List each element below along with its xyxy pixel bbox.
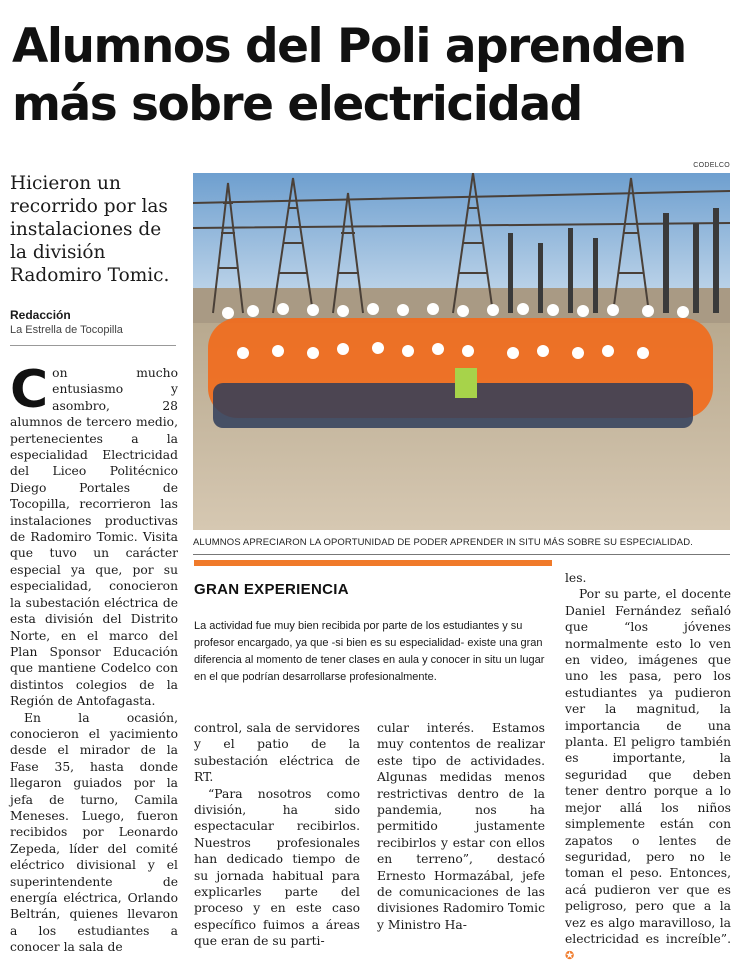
caption-divider bbox=[193, 554, 730, 555]
subheading: Hicieron un recorrido por las instalaciones de la división Radomiro Tomic. bbox=[10, 173, 170, 286]
article-paragraph: cular interés. Estamos muy contentos de realizar este tipo de actividades. Algunas medidas menos restrictivas dentro de la pandemia, nos ha permitido justamente recibirlos y estar con ellos en terreno”, destacó Ernesto Hormazábal, jefe de comunicaciones de las divisiones Radomiro Tomic y Ministro Ha- bbox=[377, 721, 545, 932]
highlight-accent-bar bbox=[194, 560, 552, 566]
article-column-2 bbox=[194, 720, 360, 950]
highlight-title: GRAN EXPERIENCIA bbox=[194, 581, 349, 598]
article-paragraph: control, sala de servidores y el patio de la subestación eléctrica de RT. bbox=[194, 721, 360, 785]
photo-caption: ALUMNOS APRECIARON LA OPORTUNIDAD DE PODER APRENDER IN SITU MÁS SOBRE SU ESPECIALIDAD. bbox=[193, 537, 693, 548]
highlight-text: La actividad fue muy bien recibida por parte de los estudiantes y su profesor encargado, ya que -si bien es su especialidad- existe una gran diferencia al momento de tener clases en aula y conocer in situ un lugar en el que podrían desarrollarse profesionalmente. bbox=[194, 620, 545, 683]
article-paragraph: En la ocasión, conocieron el yacimiento desde el mirador de la Fase 35, hasta donde llegaron guiados por la jefa de turno, Camila Meneses. Luego, fueron recibidos por Leonardo Zepeda, líder del comité eléctrico divisional y el superintendente de energía eléctrica, Orlando Beltrán, quienes llevaron a los estudiantes a conocer la sala de bbox=[10, 710, 178, 955]
highlight-box bbox=[194, 560, 552, 696]
article-paragraph: les. bbox=[565, 571, 587, 585]
article-paragraph: Con mucho entusiasmo y asombro, 28 alumnos de tercero medio, pertenecientes a la especialidad Electricidad del Liceo Politécnico Diego Portales de Tocopilla, recorrieron las instalaciones productivas de Radomiro Tomic. Visita que tuvo un carácter especial ya que, por su especialidad, conocieron la subestación eléctrica de esta división del Distrito Norte, en el marco del Plan Sponsor Educación que mantiene Codelco con distintos colegios de la Región de Antofagasta. bbox=[10, 360, 178, 709]
group-photo bbox=[193, 173, 730, 530]
byline bbox=[10, 308, 180, 337]
headline: Alumnos del Poli aprenden más sobre electricidad bbox=[12, 19, 686, 132]
end-mark-icon: ✪ bbox=[565, 949, 575, 963]
byline-divider bbox=[10, 345, 176, 346]
byline-publication: La Estrella de Tocopilla bbox=[10, 324, 123, 336]
byline-author: Redacción bbox=[10, 308, 71, 322]
article-paragraph: Por su parte, el docente Daniel Fernández señaló que “los jóvenes normalmente esto lo ven en video, imágenes que uno les pasa, pero los estudiantes ya pudieron ver la magnitud, la importancia de una planta. El peligro también es importante, la seguridad que deben tener dentro porque a lo mejor allá los niños simplemente están con zapatos o lentes de seguridad, pero no le toman el peso. Entonces, acá pudieron ver que es peligroso, pero que a la vez es algo maravilloso, la electricidad es increíble”. ✪ bbox=[565, 587, 731, 963]
photo-credit: CODELCO bbox=[693, 162, 730, 169]
article-column-3 bbox=[377, 720, 545, 933]
article-paragraph: “Para nosotros como división, ha sido espectacular recibirlos. Nuestros profesionales han dedicado tiempo de su jornada habitual para explicarles parte del proceso y en este caso específico fuimos a áreas que eran de su parti- bbox=[194, 786, 360, 949]
article-column-4 bbox=[565, 570, 731, 965]
article-column-1 bbox=[10, 360, 178, 956]
drop-cap: C bbox=[10, 360, 49, 420]
